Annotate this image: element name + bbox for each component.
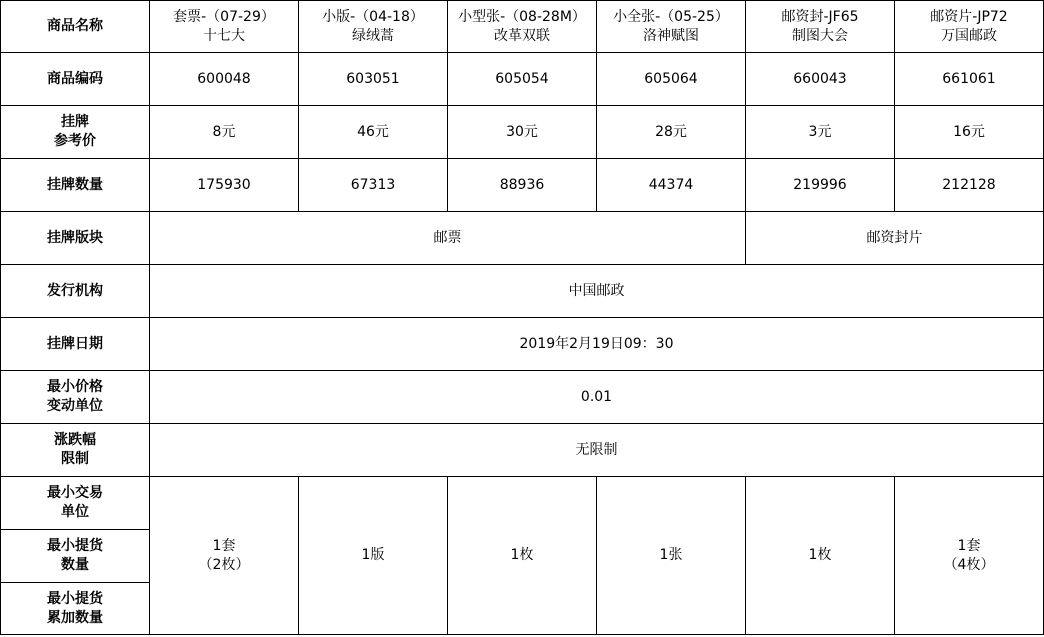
row-quantity [1, 159, 1044, 212]
product-name-cell: 小型张-（08-28M） 改革双联 [448, 1, 597, 53]
label-product-name: 商品名称 [1, 1, 150, 53]
product-name-cell: 邮资封-JF65 制图大会 [746, 1, 895, 53]
label-board: 挂牌版块 [1, 212, 150, 265]
unit-cell: 1版 [299, 477, 448, 635]
row-min-price-unit [1, 371, 1044, 424]
row-board [1, 212, 1044, 265]
label-issuer: 发行机构 [1, 265, 150, 318]
product-code-cell: 603051 [299, 53, 448, 106]
unit-cell: 1套 （2枚） [150, 477, 299, 635]
product-code-cell: 661061 [895, 53, 1044, 106]
ref-price-cell: 16元 [895, 106, 1044, 159]
product-code-cell: 660043 [746, 53, 895, 106]
unit-cell: 1枚 [448, 477, 597, 635]
quantity-cell: 212128 [895, 159, 1044, 212]
row-issuer [1, 265, 1044, 318]
ref-price-cell: 3元 [746, 106, 895, 159]
label-product-code: 商品编码 [1, 53, 150, 106]
label-min-trade-unit: 最小交易 单位 [1, 477, 150, 530]
quantity-cell: 88936 [448, 159, 597, 212]
board-postal-stationery-cell: 邮资封片 [746, 212, 1044, 265]
board-stamps-cell: 邮票 [150, 212, 746, 265]
product-name-cell: 邮资片-JP72 万国邮政 [895, 1, 1044, 53]
listing-date-cell: 2019年2月19日09：30 [150, 318, 1044, 371]
row-min-trade-unit [1, 477, 1044, 530]
quantity-cell: 67313 [299, 159, 448, 212]
unit-cell: 1枚 [746, 477, 895, 635]
product-code-cell: 605054 [448, 53, 597, 106]
label-price-limit: 涨跌幅 限制 [1, 424, 150, 477]
unit-cell: 1套 （4枚） [895, 477, 1044, 635]
row-listing-date [1, 318, 1044, 371]
label-listing-date: 挂牌日期 [1, 318, 150, 371]
ref-price-cell: 28元 [597, 106, 746, 159]
product-code-cell: 605064 [597, 53, 746, 106]
quantity-cell: 44374 [597, 159, 746, 212]
label-quantity: 挂牌数量 [1, 159, 150, 212]
ref-price-cell: 46元 [299, 106, 448, 159]
ref-price-cell: 30元 [448, 106, 597, 159]
quantity-cell: 175930 [150, 159, 299, 212]
issuer-cell: 中国邮政 [150, 265, 1044, 318]
row-product-name [1, 1, 1044, 53]
label-min-price-unit: 最小价格 变动单位 [1, 371, 150, 424]
product-name-cell: 套票-（07-29） 十七大 [150, 1, 299, 53]
product-code-cell: 600048 [150, 53, 299, 106]
product-name-cell: 小全张-（05-25） 洛神赋图 [597, 1, 746, 53]
label-min-delivery-increment: 最小提货 累加数量 [1, 583, 150, 635]
row-product-code [1, 53, 1044, 106]
price-limit-cell: 无限制 [150, 424, 1044, 477]
row-ref-price [1, 106, 1044, 159]
unit-cell: 1张 [597, 477, 746, 635]
row-price-limit [1, 424, 1044, 477]
label-min-delivery-qty: 最小提货 数量 [1, 530, 150, 583]
min-price-unit-cell: 0.01 [150, 371, 1044, 424]
product-name-cell: 小版-（04-18） 绿绒蒿 [299, 1, 448, 53]
ref-price-cell: 8元 [150, 106, 299, 159]
label-ref-price: 挂牌 参考价 [1, 106, 150, 159]
quantity-cell: 219996 [746, 159, 895, 212]
